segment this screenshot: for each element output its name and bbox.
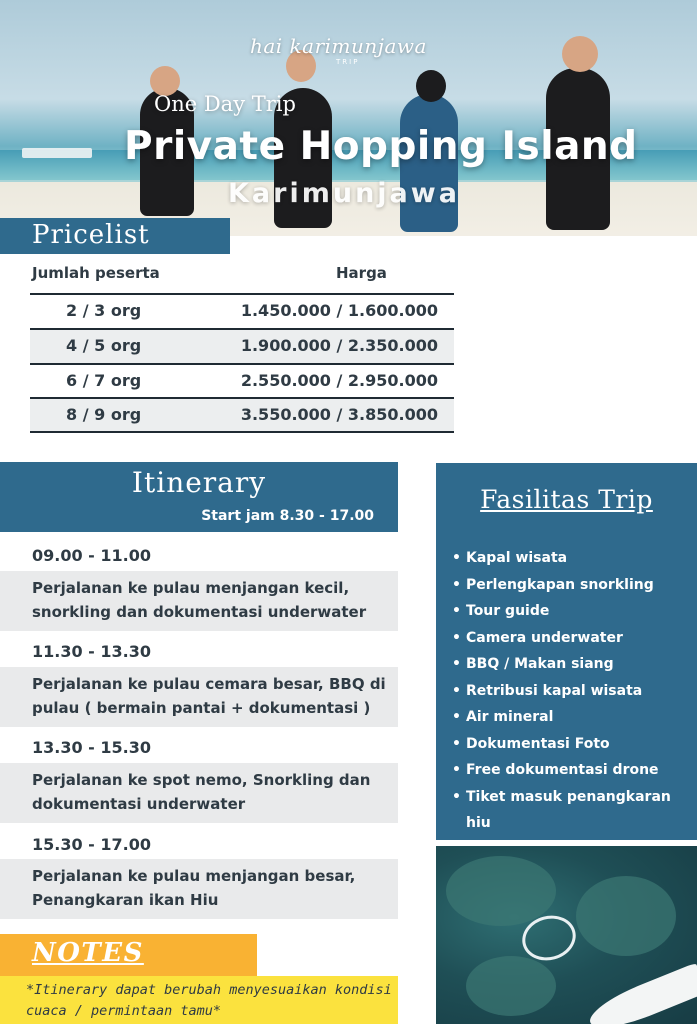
fasilitas-item: • Kapal wisata	[452, 545, 692, 572]
reef-shape	[466, 956, 556, 1016]
notes-body	[0, 976, 398, 1024]
pricelist-people: 8 / 9 org	[66, 405, 142, 424]
hero-banner	[0, 0, 697, 236]
snorkel-photo	[436, 846, 697, 1024]
hero-title: Private Hopping Island	[124, 124, 638, 169]
itinerary-desc-box	[0, 763, 398, 823]
itinerary-desc: Perjalanan ke spot nemo, Snorkling dan dokumentasi underwater	[32, 771, 371, 813]
hero-place: Karimunjawa	[228, 178, 460, 209]
fasilitas-item: • Retribusi kapal wisata	[452, 678, 692, 705]
fasilitas-title: Fasilitas Trip	[480, 485, 653, 514]
pricelist-divider	[30, 431, 454, 433]
fasilitas-item: • Air mineral	[452, 704, 692, 731]
hero-subtitle: One Day Trip	[154, 92, 296, 116]
itinerary-desc: Perjalanan ke pulau menjangan kecil, snorkling dan dokumentasi underwater	[32, 579, 367, 621]
person-3-head	[416, 70, 446, 102]
itinerary-start-time: Start jam 8.30 - 17.00	[201, 508, 374, 524]
itinerary-desc-box	[0, 571, 398, 631]
boat	[584, 963, 697, 1024]
itinerary-time: 11.30 - 13.30	[32, 642, 151, 661]
itinerary-time: 13.30 - 15.30	[32, 738, 151, 757]
pricelist-row	[30, 399, 454, 432]
pricelist-price: 1.900.000 / 2.350.000	[240, 336, 438, 355]
itinerary-title: Itinerary	[131, 466, 267, 499]
reef-shape	[576, 876, 676, 956]
person-4-head	[562, 36, 598, 72]
itinerary-desc: Perjalanan ke pulau menjangan besar, Penangkaran ikan Hiu	[32, 867, 356, 909]
pricelist-people: 4 / 5 org	[66, 336, 142, 355]
fasilitas-list	[452, 545, 692, 837]
pricelist-price: 1.450.000 / 1.600.000	[240, 301, 438, 320]
itinerary-header	[0, 462, 398, 532]
itinerary-desc-box	[0, 859, 398, 919]
hero-boat	[22, 148, 92, 158]
pricelist-row	[30, 330, 454, 363]
notes-title: NOTES	[32, 938, 144, 968]
itinerary-time: 15.30 - 17.00	[32, 835, 151, 854]
pricelist-people: 2 / 3 org	[66, 301, 142, 320]
fasilitas-item: • Tour guide	[452, 598, 692, 625]
reef-shape	[446, 856, 556, 926]
pricelist-col-people: Jumlah peserta	[32, 264, 160, 282]
itinerary-time: 09.00 - 11.00	[32, 546, 151, 565]
pricelist-row	[30, 365, 454, 398]
pricelist-col-price: Harga	[336, 264, 387, 282]
pricelist-title: Pricelist	[32, 220, 150, 250]
brand-logo-sub: TRIP	[336, 58, 360, 66]
fasilitas-item: • Perlengkapan snorkling	[452, 572, 692, 599]
pricelist-people: 6 / 7 org	[66, 371, 142, 390]
pricelist-header	[0, 218, 230, 254]
notes-header	[0, 934, 257, 976]
notes-text: *Itinerary dapat berubah menyesuaikan kondisi cuaca / permintaan tamu*	[26, 982, 392, 1019]
pricelist-row	[30, 295, 454, 328]
pricelist-price: 3.550.000 / 3.850.000	[240, 405, 438, 424]
fasilitas-item: • Tiket masuk penangkaran hiu	[452, 784, 692, 837]
pricelist-price: 2.550.000 / 2.950.000	[240, 371, 438, 390]
itinerary-desc-box	[0, 667, 398, 727]
itinerary-desc: Perjalanan ke pulau cemara besar, BBQ di pulau ( bermain pantai + dokumentasi )	[32, 675, 386, 717]
fasilitas-item: • Dokumentasi Foto	[452, 731, 692, 758]
fasilitas-item: • BBQ / Makan siang	[452, 651, 692, 678]
fasilitas-item: • Camera underwater	[452, 625, 692, 652]
fasilitas-item: • Free dokumentasi drone	[452, 757, 692, 784]
brand-logo: hai karimunjawa	[250, 34, 427, 58]
fasilitas-panel	[436, 463, 697, 840]
